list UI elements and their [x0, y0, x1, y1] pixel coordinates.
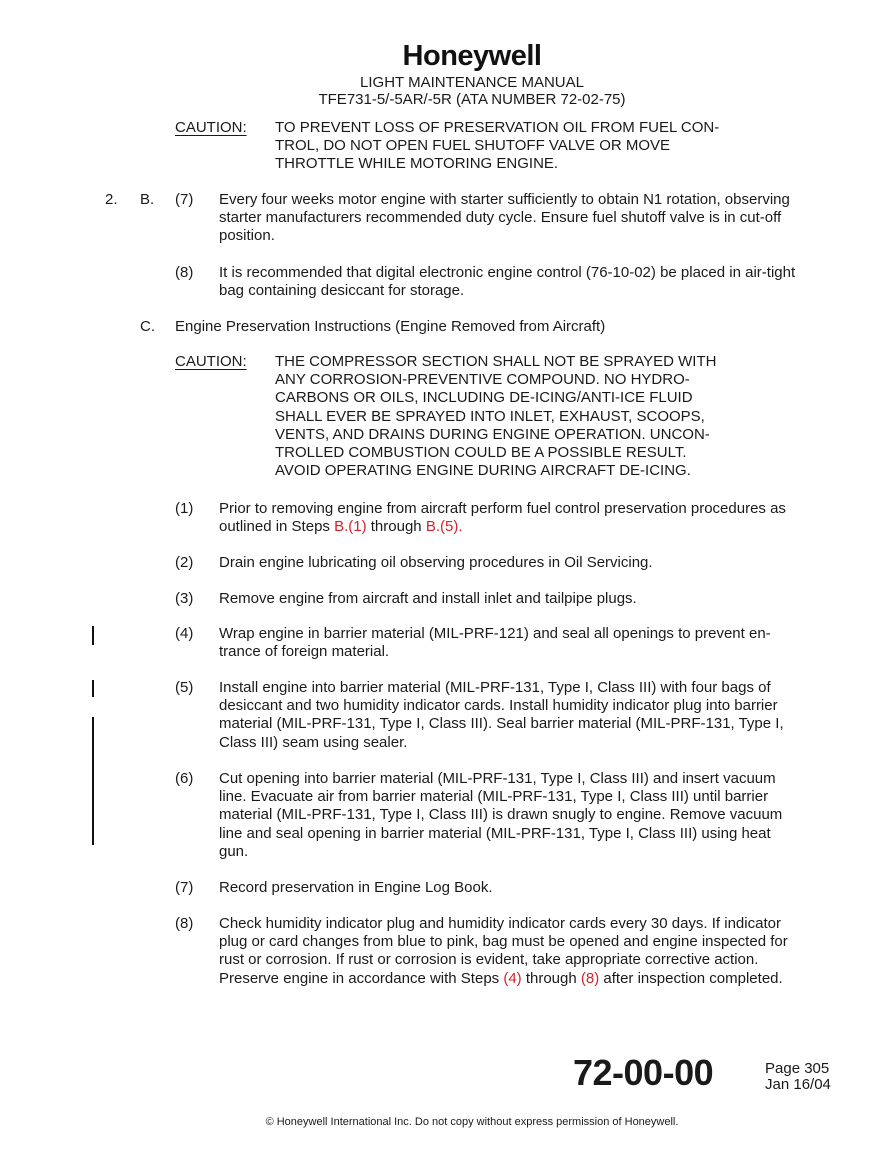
change-bar — [92, 626, 94, 645]
change-bar — [92, 717, 94, 845]
caution-label: CAUTION: — [175, 353, 247, 370]
step-number: (1) — [175, 500, 194, 517]
step-text: Cut opening into barrier material (MIL-PRF-131, Type I, Class III) and insert vacuum line. Evacuate air from barrier material (MIL-PRF-131, Type I, Class III) until barrier material (MIL-PRF-131, Type I, Class III) is drawn snugly to engine. Remove vacuum line and seal opening in barrier material (MIL-PRF-131, Type I, Class III) using heat gun. — [219, 770, 783, 860]
step-text: Every four weeks motor engine with starter sufficiently to obtain N1 rotation, observing starter manufacturers recommended duty cycle. Ensure fuel shutoff valve is in cut-off position. — [219, 191, 790, 245]
step-number: (7) — [175, 191, 194, 208]
step-text: Remove engine from aircraft and install inlet and tailpipe plugs. — [219, 590, 637, 607]
manual-title: LIGHT MAINTENANCE MANUAL — [360, 74, 584, 91]
page-info — [765, 1061, 831, 1093]
section-letter: C. — [140, 318, 155, 335]
step-letter: B. — [140, 191, 155, 208]
brand-logo: Honeywell — [402, 40, 542, 72]
step-number: 2. — [105, 191, 118, 208]
page-number: Page 305 — [765, 1060, 830, 1077]
step-link-b5[interactable]: B.(5). — [425, 518, 463, 536]
step-link-b1[interactable]: B.(1) — [334, 518, 367, 536]
caution-text: THE COMPRESSOR SECTION SHALL NOT BE SPRAYED WITH ANY CORROSION-PREVENTIVE COMPOUND. NO HYDRO- CARBONS OR OILS, INCLUDING DE-ICING/ANTI-ICE FLUID SHALL EVER BE SPRAYED INTO INLET, EXHAUST, SCOOPS, VENTS, AND DRAINS DURING ENGINE OPERATION. UNCON- TROLLED COMBUSTION COULD BE A POSSIBLE RESULT. AVOID OPERATING ENGINE DURING AIRCRAFT DE-ICING. — [275, 353, 717, 480]
step-text: Drain engine lubricating oil observing procedures in Oil Servicing. — [219, 554, 653, 571]
section-title: Engine Preservation Instructions (Engine Removed from Aircraft) — [175, 318, 606, 335]
change-bar — [92, 680, 94, 697]
caution-label: CAUTION: — [175, 119, 247, 136]
step-text: Record preservation in Engine Log Book. — [219, 879, 493, 896]
step-number: (7) — [175, 879, 194, 896]
step-link-8[interactable]: (8) — [580, 969, 600, 987]
step-text: Install engine into barrier material (MIL-PRF-131, Type I, Class III) with four bags of desiccant and two humidity indicator cards. Install humidity indicator plug into barrier material (MIL-PRF-131, Type I, Class III). Seal barrier material (MIL-PRF-131, Type I, Class III) seam using sealer. — [219, 679, 784, 751]
step-number: (4) — [175, 625, 194, 642]
step-number: (6) — [175, 770, 194, 787]
step-text: Prior to removing engine from aircraft perform fuel control preservation procedures as outlined in Steps B.(1) through B.(5). — [219, 500, 786, 536]
revision-date: Jan 16/04 — [765, 1076, 831, 1093]
step-number: (8) — [175, 915, 194, 932]
step-number: (5) — [175, 679, 194, 696]
step-text: It is recommended that digital electronic engine control (76-10-02) be placed in air-tight bag containing desiccant for storage. — [219, 264, 796, 300]
step-number: (8) — [175, 264, 194, 281]
step-number: (3) — [175, 590, 194, 607]
step-text: Check humidity indicator plug and humidity indicator cards every 30 days. If indicator plug or card changes from blue to pink, bag must be opened and engine inspected for rust or corrosion. If rust or corrosion is evident, take appropriate corrective action. Preserve engine in accordance with Steps (4) through (8) after inspection completed. — [219, 915, 788, 987]
copyright-notice: © Honeywell International Inc. Do not copy without express permission of Honeywell. — [265, 1116, 679, 1128]
step-text: Wrap engine in barrier material (MIL-PRF-121) and seal all openings to prevent en- trance of foreign material. — [219, 625, 771, 661]
step-link-4[interactable]: (4) — [503, 969, 522, 987]
caution-text: TO PREVENT LOSS OF PRESERVATION OIL FROM FUEL CON- TROL, DO NOT OPEN FUEL SHUTOFF VALVE OR MOVE THROTTLE WHILE MOTORING ENGINE. — [275, 119, 720, 173]
manual-subtitle: TFE731-5/-5AR/-5R (ATA NUMBER 72-02-75) — [318, 91, 626, 108]
doc-number: 72-00-00 — [573, 1052, 714, 1093]
step-number: (2) — [175, 554, 194, 571]
